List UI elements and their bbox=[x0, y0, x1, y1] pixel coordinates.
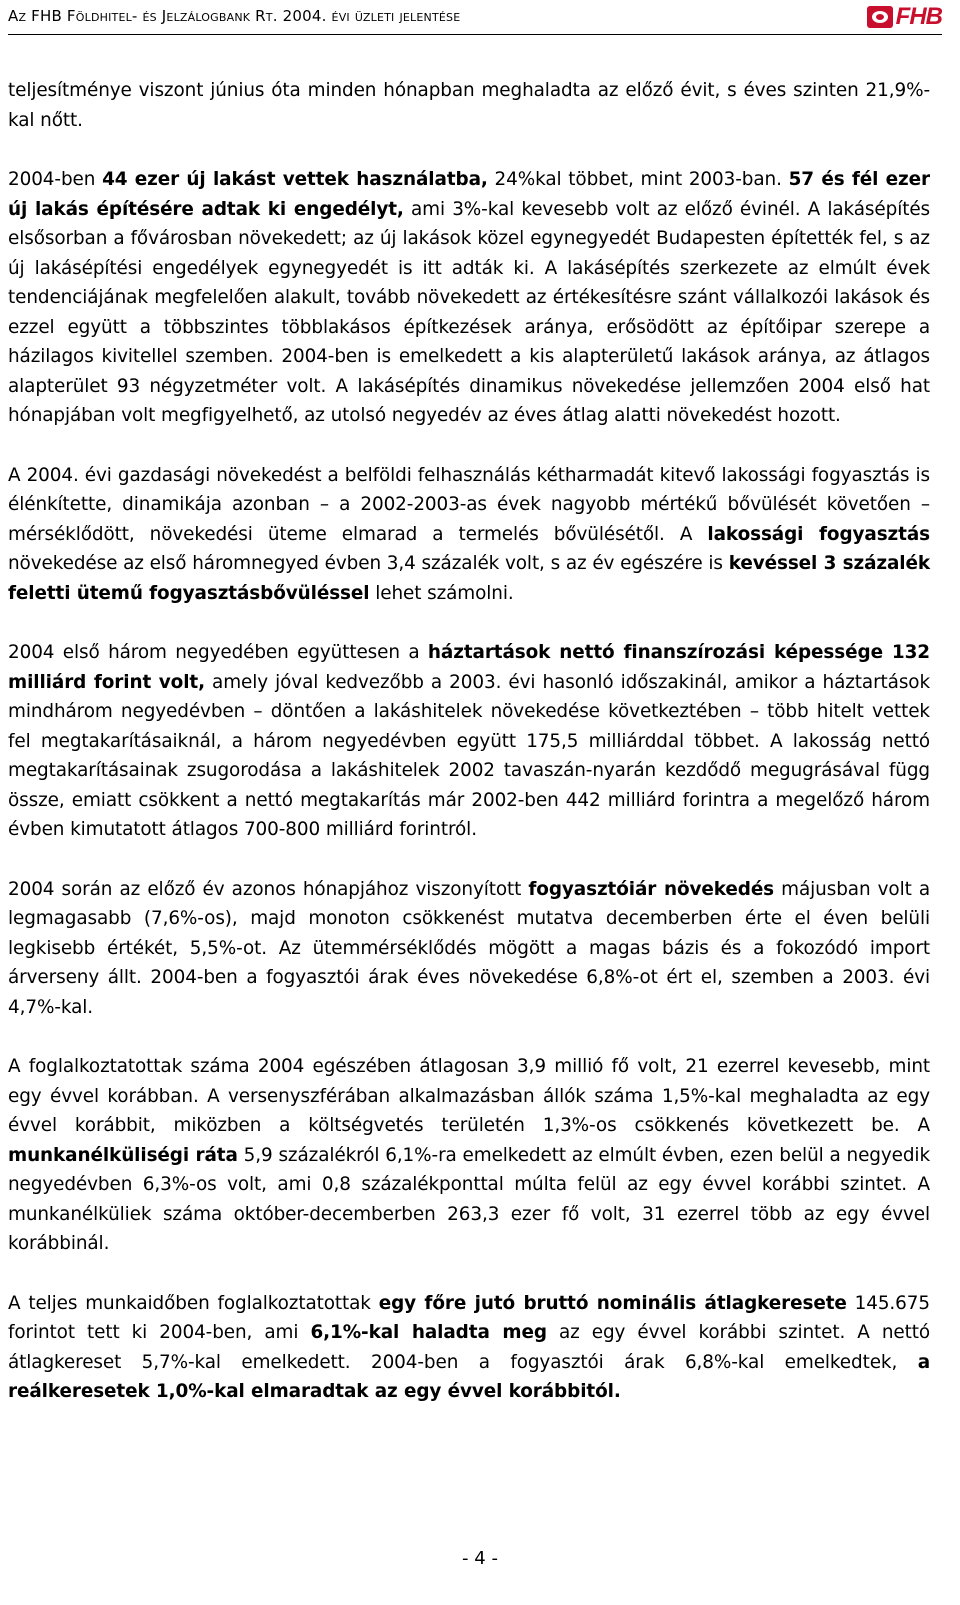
paragraph-1 bbox=[8, 76, 930, 135]
fhb-logo-text: FHB bbox=[895, 3, 942, 30]
text-run: 2004-ben bbox=[8, 169, 103, 190]
page-number: - 4 - bbox=[462, 1548, 498, 1569]
text-run: 24%kal többet, mint 2003-ban. bbox=[487, 169, 789, 190]
text-run: A 2004. évi gazdasági növekedést a belföldi felhasználás kétharmadát kitevő lakossági fogyasztás is élénkítette, dinamikája azonban – a 2002-2003-as évek nagyobb mértékű bővülését követően – mérséklődött, növekedési üteme elmarad a termelés bővülésétől. A bbox=[8, 464, 930, 545]
text-run: teljesítménye viszont június óta minden hónapban meghaladta az előző évit, s éves szinten 21,9%-kal nőtt. bbox=[8, 80, 930, 131]
paragraph-2 bbox=[8, 165, 930, 431]
paragraph-5 bbox=[8, 875, 930, 1023]
paragraph-7 bbox=[8, 1289, 930, 1407]
paragraph-3 bbox=[8, 461, 930, 609]
report-title: Az FHB Földhitel- és Jelzálogbank Rt. 2004. évi üzleti jelentése bbox=[8, 7, 461, 25]
fhb-logo-icon bbox=[867, 6, 893, 28]
bold-text: háztartások nettó finanszírozási képessége 132 milliárd forint volt, bbox=[8, 642, 930, 693]
bold-text: 57 és fél ezer új lakás építésére adtak ki engedélyt, bbox=[8, 169, 930, 220]
bold-text: a reálkeresetek 1,0%-kal elmaradtak az egy évvel korábbitól. bbox=[8, 1351, 930, 1402]
text-run: lehet számolni. bbox=[369, 582, 514, 604]
bold-text: egy főre jutó bruttó nominális átlagkeresete bbox=[378, 1292, 847, 1314]
report-body bbox=[8, 76, 930, 1437]
paragraph-4 bbox=[8, 638, 930, 845]
text-run: 2004 során az előző év azonos hónapjához viszonyított bbox=[8, 878, 529, 900]
bold-text: 44 ezer új lakást vettek használatba, bbox=[102, 169, 488, 190]
text-run: amely jóval kedvezőbb a 2003. évi hasonló időszakinál, amikor a háztartások mindhárom negyedévben – döntően a lakáshitelek növekedése következtében – több hitelt vettek fel megtakarításaiknál, a három negyedévben együtt 175,5 milliárddal többet. A lakosság nettó megtakarításainak zsugorodása a lakáshitelek 2002 tavaszán-nyarán kezdődő megugrásával függ össze, emiatt csökkent a nettó megtakarítás már 2002-ben 442 milliárd forintra a megelőző három évben kimutatott átlagos 700-800 milliárd forintról. bbox=[8, 671, 930, 840]
text-run: 5,9 százalékról 6,1%-ra emelkedett az elmúlt évben, ezen belül a negyedik negyedévben 6,3%-os volt, ami 0,8 százalékponttal múlta felül az egy évvel korábbi szintet. A munkanélküliek száma október-decemberben 263,3 ezer fő volt, 31 ezerrel több az egy évvel korábbinál. bbox=[8, 1144, 930, 1254]
text-run: A foglalkoztatottak száma 2004 egészében átlagosan 3,9 millió fő volt, 21 ezerrel kevesebb, mint egy évvel korábban. A versenyszférában alkalmazásban állók száma 1,5%-kal meghaladta az egy évvel korábbit, miközben a költségvetés területén 1,3%-os csökkenés következett be. A bbox=[8, 1056, 930, 1136]
fhb-logo bbox=[867, 4, 942, 30]
paragraph-6 bbox=[8, 1052, 930, 1259]
text-run: ami 3%-kal kevesebb volt az előző évinél. A lakásépítés elsősorban a fővárosban növekedett; az új lakások közel egynegyedét Budapesten építették fel, s az új lakásépítési engedélyek egynegyedét is itt adták ki. A lakásépítés szerkezete az elmúlt évek tendenciájának megfelelően alakult, tovább növekedett az értékesítésre szánt vállalkozói lakások és ezzel együtt a többszintes többlakásos építkezések aránya, erősödött az építőipar szerepe a házilagos kivitellel szemben. 2004-ben is emelkedett a kis alapterületű lakások aránya, az átlagos alapterület 93 négyzetméter volt. A lakásépítés dinamikus növekedése jellemzően 2004 első hat hónapjában volt megfigyelhető, az utolsó negyedév az éves átlag alatti növekedést hozott. bbox=[8, 198, 931, 426]
text-run: növekedése az első háromnegyed évben 3,4 százalék volt, s az év egészére is bbox=[8, 553, 729, 574]
text-run: az egy évvel korábbi szintet. A nettó átlagkereset 5,7%-kal emelkedett. 2004-ben a fogyasztói árak 6,8%-kal emelkedtek, bbox=[8, 1322, 930, 1373]
text-run: 145.675 forintot tett ki 2004-ben, ami bbox=[8, 1292, 930, 1343]
bold-text: 6,1%-kal haladta meg bbox=[310, 1322, 547, 1343]
text-run: A teljes munkaidőben foglalkoztatottak bbox=[8, 1292, 379, 1314]
text-run: 2004 első három negyedében együttesen a bbox=[8, 642, 428, 663]
page-header bbox=[8, 0, 942, 35]
bold-text: lakossági fogyasztás bbox=[707, 523, 930, 545]
bold-text: kevéssel 3 százalék feletti ütemű fogyasztásbővüléssel bbox=[8, 553, 930, 604]
text-run: májusban volt a legmagasabb (7,6%-os), majd monoton csökkenést mutatva decemberben érte el éven belüli legkisebb értékét, 5,5%-ot. Az ütemmérséklődés mögött a magas bázis és a fokozódó import árverseny állt. 2004-ben a fogyasztói árak éves növekedése 6,8%-ot ért el, szemben a 2003. évi 4,7%-kal. bbox=[8, 878, 930, 1018]
bold-text: fogyasztóiár növekedés bbox=[528, 878, 775, 900]
bold-text: munkanélküliségi ráta bbox=[8, 1144, 238, 1166]
